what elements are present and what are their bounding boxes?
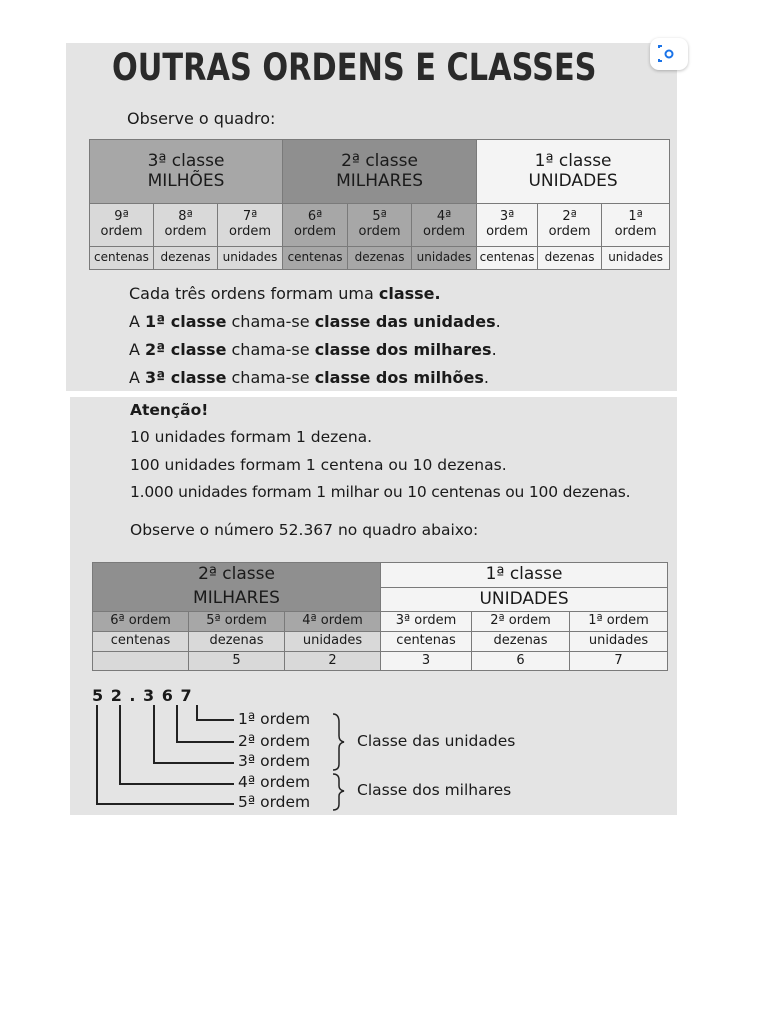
digit-cell: 2 [285,652,381,671]
unit-cell: centenas [381,632,472,652]
order-cell: 1ª ordem [602,204,670,247]
unit-cell: unidades [285,632,381,652]
class-units-label: Classe das unidades [357,732,516,750]
bracket-line [153,705,155,762]
rule-line-4: A 3ª classe chama-se classe dos milhões. [129,368,489,387]
rule-line-1: Cada três ordens formam uma classe. [129,284,441,303]
bracket-line [96,705,98,803]
unit-cell: unidades [602,247,670,270]
rule-line-2: A 1ª classe chama-se classe das unidades. [129,312,501,331]
unit-cell: unidades [570,632,668,652]
diagram-order-1: 1ª ordem [238,710,311,728]
order-cell: 4ª ordem [285,612,381,632]
digit-cell: 7 [570,652,668,671]
class-1-cell: 1ª classe UNIDADES [477,140,670,204]
unit-cell: unidades [218,247,283,270]
class-thousands-label: Classe dos milhares [357,781,512,799]
order-cell: 6ª ordem [283,204,348,247]
diagram-number: 5 2 . 3 6 7 [92,686,193,705]
bracket-line [196,705,198,719]
lens-icon [650,38,688,70]
unit-cell: unidades [412,247,477,270]
diagram-order-5: 5ª ordem [238,793,311,811]
order-cell: 6ª ordem [93,612,189,632]
order-cell: 7ª ordem [218,204,283,247]
order-cell: 3ª ordem [381,612,472,632]
rule-line-3: A 2ª classe chama-se classe dos milhares. [129,340,497,359]
order-cell: 2ª ordem [472,612,570,632]
attention-line-2: 100 unidades formam 1 centena ou 10 dezenas. [130,456,507,474]
classes-table [89,139,670,270]
bracket-line [119,705,121,783]
page-title: OUTRAS ORDENS E CLASSES [112,46,597,89]
intro-text: Observe o quadro: [127,109,276,128]
diagram-order-4: 4ª ordem [238,773,311,791]
number-table [92,562,668,671]
observe-number-text: Observe o número 52.367 no quadro abaixo: [130,521,479,539]
class-3-cell: 3ª classe MILHÕES [90,140,283,204]
unit-cell: centenas [477,247,538,270]
unit-cell: dezenas [348,247,412,270]
unit-cell: centenas [93,632,189,652]
bracket-line [196,719,234,721]
digit-cell: 3 [381,652,472,671]
unit-cell: centenas [90,247,154,270]
lens-button[interactable] [650,38,688,70]
bracket-line [176,705,178,741]
diagram-order-2: 2ª ordem [238,732,311,750]
t2-class-1-num: 1ª classe [381,563,668,588]
order-cell: 2ª ordem [538,204,602,247]
t2-class-2-name: MILHARES [93,588,381,612]
bracket-line [176,741,234,743]
unit-cell: centenas [283,247,348,270]
diagram-order-3: 3ª ordem [238,752,311,770]
order-cell: 4ª ordem [412,204,477,247]
bracket-line [119,783,234,785]
order-cell: 9ª ordem [90,204,154,247]
digit-cell [93,652,189,671]
t2-class-1-name: UNIDADES [381,588,668,612]
attention-line-3: 1.000 unidades formam 1 milhar ou 10 centenas ou 100 dezenas. [130,483,631,501]
unit-cell: dezenas [154,247,218,270]
order-cell: 5ª ordem [189,612,285,632]
attention-heading: Atenção! [130,401,209,419]
bracket-line [96,803,234,805]
order-cell: 3ª ordem [477,204,538,247]
t2-class-2-num: 2ª classe [93,563,381,588]
unit-cell: dezenas [538,247,602,270]
bracket-line [153,762,234,764]
order-cell: 8ª ordem [154,204,218,247]
digit-cell: 6 [472,652,570,671]
class-2-cell: 2ª classe MILHARES [283,140,477,204]
digit-cell: 5 [189,652,285,671]
order-cell: 5ª ordem [348,204,412,247]
unit-cell: dezenas [472,632,570,652]
class-braces [330,712,350,812]
attention-line-1: 10 unidades formam 1 dezena. [130,428,373,446]
unit-cell: dezenas [189,632,285,652]
order-cell: 1ª ordem [570,612,668,632]
